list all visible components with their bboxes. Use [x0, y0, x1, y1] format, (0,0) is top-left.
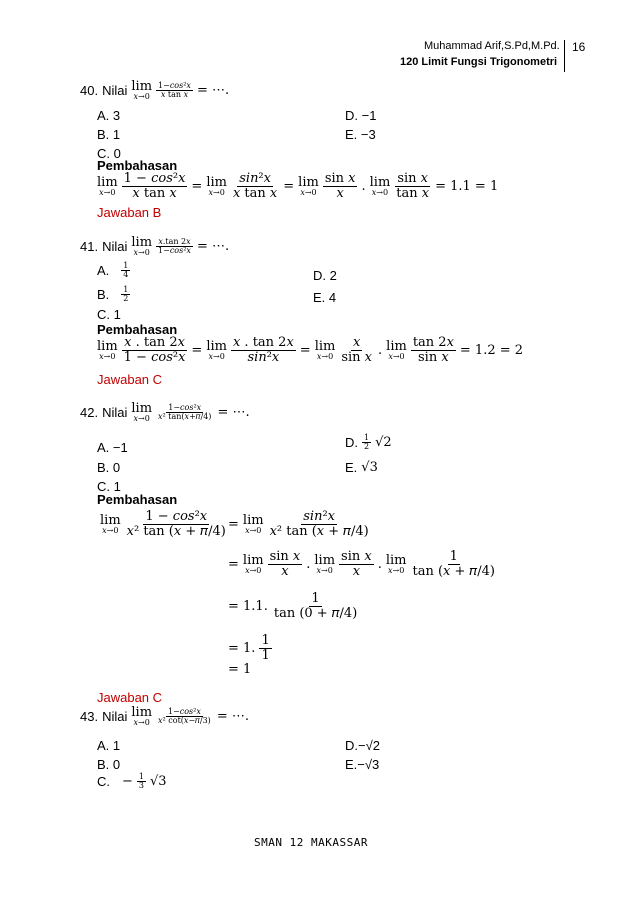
q40-option-a: A. 3 [97, 108, 121, 123]
q41-option-b-label: B. [97, 287, 110, 303]
q40-option-d: D. −1 [345, 108, 377, 123]
q43-question: 43. Nilai lim 𝑥→0 $\frac{\text{1−𝑐𝑜𝑠²𝑥}}{\text{𝑥² cot(𝑥−𝜋/3)}}$ = ⋯. [80, 705, 249, 727]
q41-option-e: E. 4 [313, 290, 337, 305]
q42-option-e: E. √3 [345, 460, 378, 475]
q40-option-b: B. 1 [97, 127, 121, 142]
q40-answer: Jawaban B [97, 205, 162, 220]
q40-option-c: C. 0 [97, 146, 121, 161]
q42-step5: = 1 [228, 662, 252, 677]
q41-solution-title: Pembahasan [97, 322, 178, 337]
q42-option-c: C. 1 [97, 479, 121, 494]
q41-answer: Jawaban C [97, 372, 163, 387]
q43-option-d: D.−√2 [345, 738, 380, 753]
q40-number: 40. [80, 83, 99, 98]
header-author: Muhammad Arif,S.Pd,M.Pd. [424, 40, 560, 52]
q43-option-e: E.−√3 [345, 757, 380, 772]
q42-step1: lim 𝑥→0 $\frac{\text{1 − 𝑐𝑜𝑠²𝑥}}{\text{𝑥² tan (𝑥 + 𝜋/4)}}$ [100, 509, 226, 539]
q42-option-b: B. 0 [97, 460, 121, 475]
q40-option-e: E. −3 [345, 127, 376, 142]
q41-option-b: B. $\frac{1}{2}$ [97, 285, 129, 304]
q41-number: 41. [80, 239, 99, 254]
q40-solution-title: Pembahasan [97, 158, 178, 173]
q42-step1-rhs: = lim 𝑥→0 $\frac{\text{𝑠𝑖𝑛²𝑥}}{\text{𝑥² tan (𝑥 + 𝜋/4)}}$ [228, 509, 369, 539]
page-number: 16 [572, 40, 586, 54]
q42-step2: = lim 𝑥→0 $\frac{\text{sin 𝑥}}{\text{𝑥}}$ . lim 𝑥→0 $\frac{\text{sin 𝑥}}{\text{𝑥}}$ . lim 𝑥→0 $\frac{1}{\text{tan (𝑥 + 𝜋/4)}}$ [228, 549, 495, 579]
q42-solution-title: Pembahasan [97, 492, 178, 507]
q42-prompt: Nilai [102, 405, 128, 420]
q40-question: 40. Nilai lim 𝑥→0 $\frac{\text{1−𝑐𝑜𝑠²𝑥}}{\text{𝑥 tan 𝑥}}$ = ⋯. [80, 79, 230, 101]
q41-option-d: D. 2 [313, 268, 337, 283]
header-divider [564, 40, 565, 72]
q42-step3: = 1.1. $\frac{1}{\text{tan (0 + 𝜋/4)}}$ [228, 591, 358, 621]
q42-answer: Jawaban C [97, 690, 163, 705]
q41-solution: lim 𝑥→0 $\frac{\text{𝑥 . tan 2𝑥}}{\text{1 − 𝑐𝑜𝑠²𝑥}}$ = lim 𝑥→0 $\frac{\text{𝑥 . tan 2𝑥}}{\text{𝑠𝑖𝑛²𝑥}}$ = lim 𝑥→0 $\frac{\text{𝑥}}{\text{sin 𝑥}}$ . lim 𝑥→0 $\frac{\text{tan 2𝑥}}{\text{sin 𝑥}}$ = 1.2 = 2 [97, 335, 524, 365]
q41-question: 41. Nilai lim 𝑥→0 $\frac{\text{𝑥.tan 2𝑥}}{\text{1−𝑐𝑜𝑠²𝑥}}$ = ⋯. [80, 235, 230, 257]
q43-option-c: C. − $\frac{1}{3}$ √3 [97, 772, 167, 791]
q40-result: = 1.1 = 1 [435, 178, 499, 194]
q42-question: 42. Nilai lim 𝑥→0 $\frac{\text{1−𝑐𝑜𝑠²𝑥}}{\text{𝑥² tan(𝑥+𝜋/4)}}$ = ⋯. [80, 401, 250, 423]
q42-option-d: D. $\frac{1}{2}$ √2 [345, 433, 392, 452]
q41-prompt: Nilai [102, 239, 128, 254]
q41-option-a-label: A. [97, 263, 110, 279]
q43-option-a: A. 1 [97, 738, 121, 753]
q41-option-a: A. $\frac{1}{4}$ [97, 261, 129, 280]
q42-step4-prefix: = 1. [228, 640, 256, 656]
q42-option-d-label: D. [345, 435, 358, 451]
q43-number: 43. [80, 709, 99, 724]
header-book-title: 120 Limit Fungsi Trigonometri [400, 56, 558, 68]
q41-option-c: C. 1 [97, 307, 121, 322]
q40-solution: lim 𝑥→0 $\frac{\text{1 − 𝑐𝑜𝑠²𝑥}}{\text{𝑥 tan 𝑥}}$ = lim 𝑥→0 $\frac{\text{𝑠𝑖𝑛²𝑥}}{\text{𝑥 tan 𝑥}}$ = lim 𝑥→0 $\frac{\text{sin 𝑥}}{\text{𝑥}}$ . lim 𝑥→0 $\frac{\text{sin 𝑥}}{\text{tan 𝑥}}$ = 1.1 = 1 [97, 171, 499, 201]
q41-result: = 1.2 = 2 [459, 342, 524, 358]
footer-school: SMAN 12 MAKASSAR [254, 836, 368, 849]
q43-prompt: Nilai [102, 709, 128, 724]
q43-option-b: B. 0 [97, 757, 121, 772]
q42-number: 42. [80, 405, 99, 420]
q42-option-a: A. −1 [97, 440, 128, 455]
q42-step4: = 1. $\frac{1}{1}$ [228, 633, 270, 663]
q42-option-e-label: E. [345, 460, 358, 475]
q43-option-c-label: C. [97, 774, 110, 790]
q40-prompt: Nilai [102, 83, 128, 98]
